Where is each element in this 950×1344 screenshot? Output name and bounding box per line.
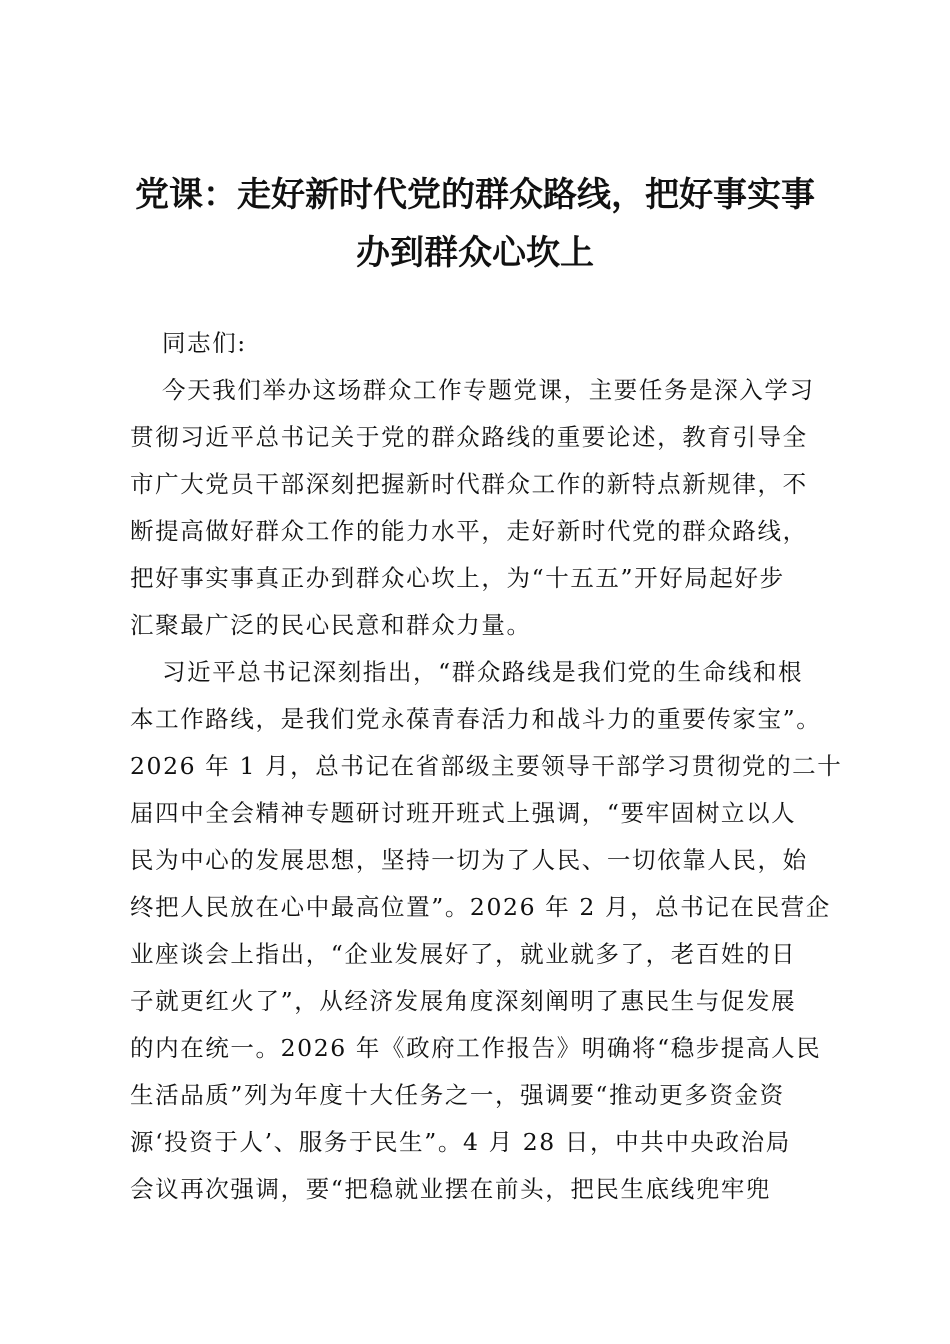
paragraph-2-line-2: 本工作路线，是我们党永葆青春活力和战斗力的重要传家宝”。 <box>130 705 822 733</box>
paragraph-1-line-6: 汇聚最广泛的民心民意和群众力量。 <box>130 611 532 639</box>
paragraph-1-line-4: 断提高做好群众工作的能力水平，走好新时代党的群众路线， <box>130 517 808 545</box>
paragraph-2-line-11: 源‘投资于人’、服务于民生”。4 月 28 日，中共中央政治局 <box>130 1128 791 1156</box>
paragraph-2-line-7: 业座谈会上指出，“企业发展好了，就业就多了，老百姓的日 <box>130 940 797 968</box>
paragraph-2-line-3: 2026 年 1 月，总书记在省部级主要领导干部学习贯彻党的二十 <box>130 752 843 780</box>
paragraph-2-line-10: 生活品质”列为年度十大任务之一，强调要“推动更多资金资 <box>130 1081 785 1109</box>
paragraph-1-line-5: 把好事实事真正办到群众心坎上，为“十五五”开好局起好步 <box>130 564 785 592</box>
title-line-2: 办到群众心坎上 <box>356 233 594 273</box>
paragraph-2-line-4: 届四中全会精神专题研讨班开班式上强调，“要牢固树立以人 <box>130 799 797 827</box>
paragraph-2-line-12: 会议再次强调，要“把稳就业摆在前头，把民生底线兜牢兜 <box>130 1175 772 1203</box>
salutation: 同志们: <box>162 329 247 357</box>
paragraph-1-line-1: 今天我们举办这场群众工作专题党课，主要任务是深入学习 <box>162 376 815 404</box>
paragraph-2-line-8: 子就更红火了”，从经济发展角度深刻阐明了惠民生与促发展 <box>130 987 797 1015</box>
paragraph-2-line-9: 的内在统一。2026 年《政府工作报告》明确将“稳步提高人民 <box>130 1034 822 1062</box>
paragraph-2-line-1: 习近平总书记深刻指出，“群众路线是我们党的生命线和根 <box>162 658 804 686</box>
paragraph-1-line-2: 贯彻习近平总书记关于党的群众路线的重要论述，教育引导全 <box>130 423 808 451</box>
title-line-1: 党课：走好新时代党的群众路线，把好事实事 <box>135 175 815 215</box>
document-body <box>130 320 843 1213</box>
paragraph-1-line-3: 市广大党员干部深刻把握新时代群众工作的新特点新规律，不 <box>130 470 808 498</box>
paragraph-2-line-5: 民为中心的发展思想，坚持一切为了人民、一切依靠人民，始 <box>130 846 808 874</box>
paragraph-2-line-6: 终把人民放在心中最高位置”。2026 年 2 月，总书记在民营企 <box>130 893 831 921</box>
document-title <box>100 166 850 282</box>
